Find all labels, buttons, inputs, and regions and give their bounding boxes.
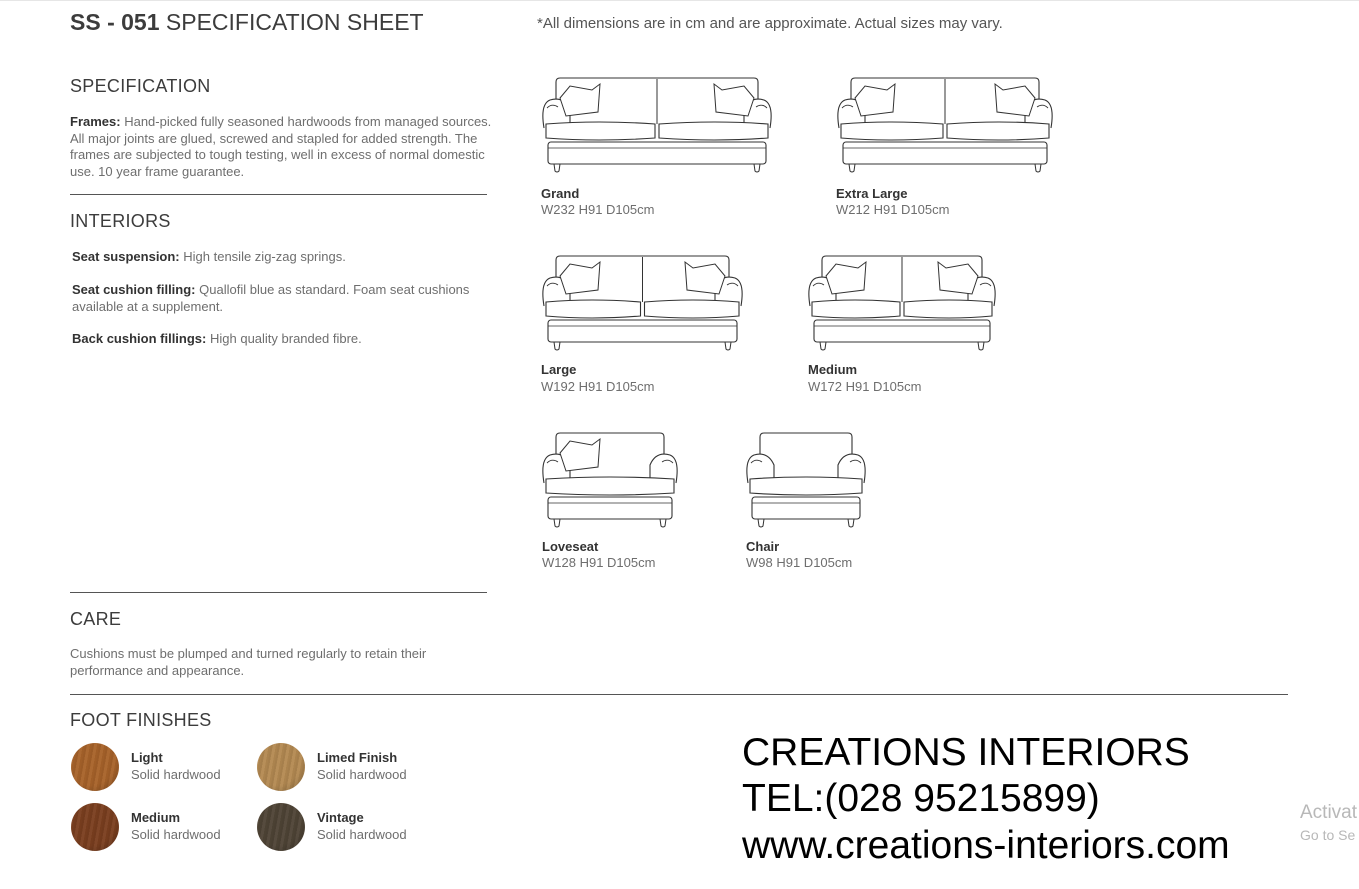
- interiors-item-label: Seat cushion filling:: [72, 282, 196, 297]
- finish-material: Solid hardwood: [317, 767, 407, 782]
- size-name: Chair: [746, 539, 780, 554]
- sofa-drawing-grand: [540, 76, 774, 176]
- company-telephone: TEL:(028 95215899): [742, 777, 1100, 820]
- size-dimensions: W172 H91 D105cm: [808, 379, 922, 394]
- size-name: Large: [541, 362, 577, 377]
- finish-swatch-light: [71, 743, 119, 791]
- interiors-item-label: Seat suspension:: [72, 249, 180, 264]
- finish-name: Medium: [131, 810, 181, 825]
- sheet-title: [70, 9, 424, 36]
- frames-paragraph: [70, 114, 495, 180]
- interiors-heading: INTERIORS: [70, 211, 171, 231]
- sofa-drawing-medium: [806, 254, 998, 354]
- interiors-item-text: Quallofil blue as standard. Foam seat cushions available at a supplement.: [72, 282, 470, 314]
- dimensions-disclaimer: *All dimensions are in cm and are approximate. Actual sizes may vary.: [537, 15, 1003, 32]
- sheet-code: SS - 051: [70, 9, 160, 35]
- finish-name: Vintage: [317, 810, 364, 825]
- finish-material: Solid hardwood: [131, 827, 221, 842]
- interiors-item: [72, 282, 492, 315]
- size-dimensions: W232 H91 D105cm: [541, 202, 655, 217]
- finish-swatch-medium: [71, 803, 119, 851]
- finish-name: Light: [131, 750, 163, 765]
- finish-swatch-limed: [257, 743, 305, 791]
- interiors-divider: [70, 592, 487, 593]
- interiors-item-text: High quality branded fibre.: [209, 331, 362, 346]
- activation-watermark-subtitle: Go to Se: [1300, 827, 1356, 843]
- specification-divider: [70, 194, 487, 195]
- foot-finishes-heading: FOOT FINISHES: [70, 710, 212, 730]
- size-name: Grand: [541, 186, 580, 201]
- company-website[interactable]: www.creations-interiors.com: [742, 824, 1230, 867]
- finish-swatch-vintage: [257, 803, 305, 851]
- interiors-item-text: High tensile zig-zag springs.: [183, 249, 346, 264]
- size-dimensions: W192 H91 D105cm: [541, 379, 655, 394]
- finish-material: Solid hardwood: [131, 767, 221, 782]
- top-divider: [0, 0, 1359, 1]
- size-name: Medium: [808, 362, 858, 377]
- size-dimensions: W128 H91 D105cm: [542, 555, 656, 570]
- sofa-drawing-chair: [744, 431, 868, 531]
- finish-material: Solid hardwood: [317, 827, 407, 842]
- interiors-item: [72, 331, 497, 348]
- frames-label: Frames:: [70, 114, 121, 129]
- size-dimensions: W212 H91 D105cm: [836, 202, 950, 217]
- sofa-drawing-large: [540, 254, 745, 354]
- activation-watermark-title: Activat: [1300, 802, 1358, 823]
- care-paragraph: Cushions must be plumped and turned regularly to retain their performance and appearance.: [70, 646, 427, 678]
- finish-name: Limed Finish: [317, 750, 398, 765]
- sofa-drawing-extra-large: [835, 76, 1055, 176]
- interiors-item: [72, 249, 497, 266]
- company-name: CREATIONS INTERIORS: [742, 731, 1190, 774]
- care-heading: CARE: [70, 609, 122, 629]
- sofa-drawing-loveseat: [540, 431, 680, 531]
- care-divider: [70, 694, 1288, 695]
- size-name: Loveseat: [542, 539, 599, 554]
- size-dimensions: W98 H91 D105cm: [746, 555, 853, 570]
- specification-heading: SPECIFICATION: [70, 76, 211, 96]
- interiors-item-label: Back cushion fillings:: [72, 331, 207, 346]
- frames-text: Hand-picked fully seasoned hardwoods from managed sources. All major joints are glued, screwed and stapled for added strength. The frames are subjected to tough testing, well in excess of normal domestic use. 10 year frame guarantee.: [70, 114, 492, 179]
- size-name: Extra Large: [836, 186, 908, 201]
- sheet-title-text: SPECIFICATION SHEET: [165, 9, 424, 35]
